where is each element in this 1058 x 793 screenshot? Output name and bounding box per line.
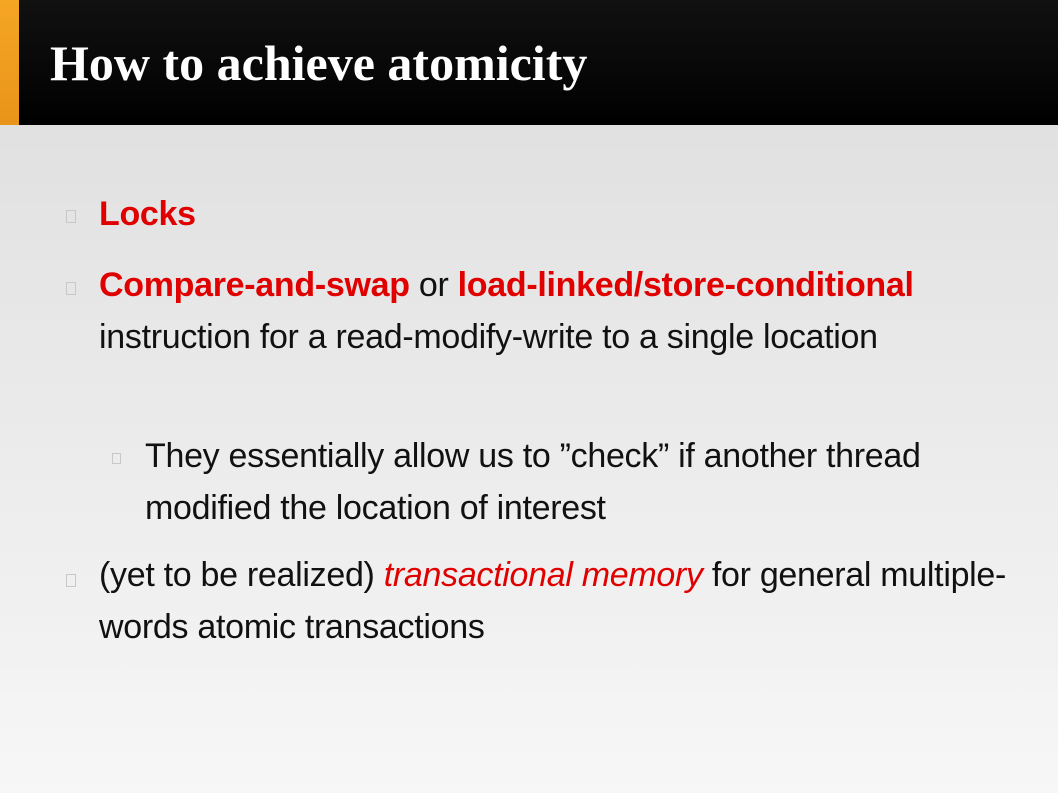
- cas-description: instruction for a read-modify-write to a single location: [99, 318, 878, 356]
- cas-or: or: [409, 266, 458, 304]
- bullet-marker: [66, 210, 76, 223]
- title-bar: [0, 0, 1058, 125]
- locks-text: Locks: [99, 195, 196, 233]
- tm-prefix: (yet to be realized): [99, 556, 384, 594]
- bullet-locks: [99, 188, 999, 240]
- cas-term: Compare-and-swap: [99, 266, 410, 304]
- bullet-cas: [99, 259, 999, 363]
- bullet-marker: [66, 282, 76, 295]
- bullet-marker: [66, 574, 76, 587]
- tm-suffix: for general multiple-words atomic transactions: [99, 556, 1007, 646]
- bullet-transactional-memory: [99, 549, 1029, 653]
- sub-bullet-check: [145, 430, 995, 534]
- llsc-term: load-linked/store-conditional: [457, 266, 914, 304]
- tm-term: transactional memory: [383, 556, 703, 594]
- accent-strip: [0, 0, 19, 125]
- slide-title: How to achieve atomicity: [50, 35, 588, 91]
- sub-bullet-marker: [112, 453, 121, 464]
- sub-bullet-text: They essentially allow us to ”check” if another thread modified the location of interest: [145, 437, 921, 527]
